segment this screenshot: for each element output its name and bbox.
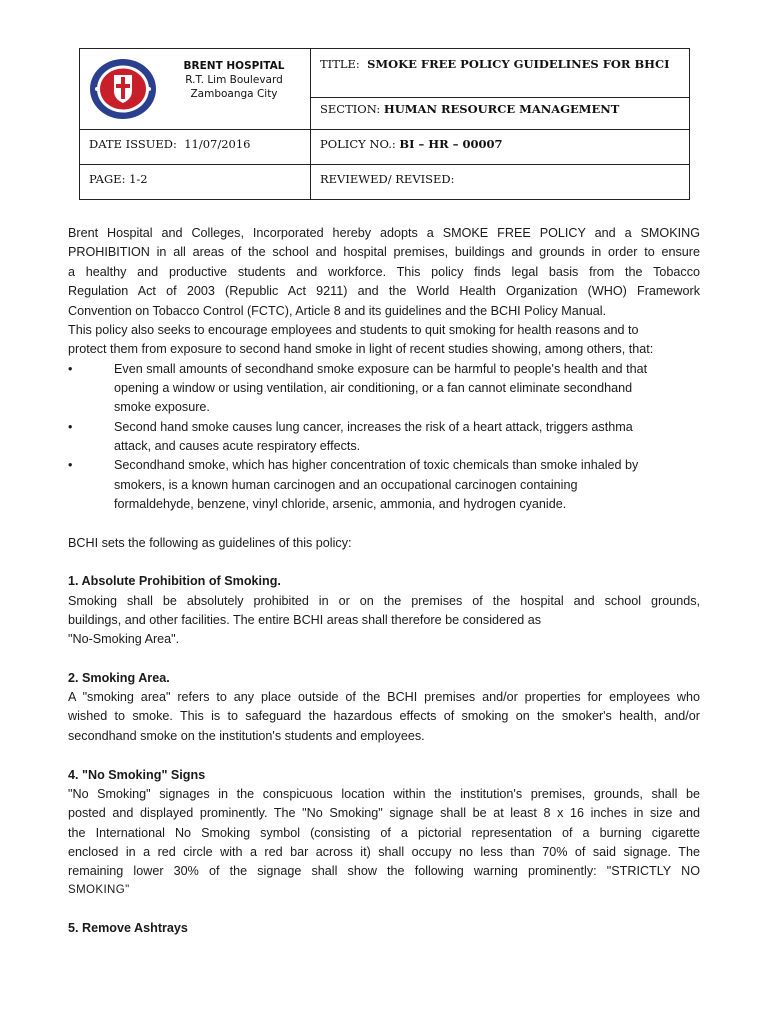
section-heading: 2. Smoking Area. [68,671,170,685]
page-cell [89,172,148,186]
bullet-line: smoke exposure. [114,400,210,414]
page-label: PAGE: [89,172,126,186]
policy-number-label: POLICY NO.: [320,137,396,151]
section-line: "No-Smoking Area". [68,632,180,646]
bullet-line: smokers, is a known human carcinogen and an occupational carcinogen containing [114,478,578,492]
policy-number-cell [320,137,502,151]
title-value: SMOKE FREE POLICY GUIDELINES FOR BHCI [367,57,670,71]
section-line: secondhand smoke on the institution's students and employees. [68,729,425,743]
table-divider [80,164,689,165]
hospital-info [164,59,304,101]
intro-line: protect them from exposure to second hand smoke in light of recent studies showing, among others, that: [68,342,654,356]
section-line: buildings, and other facilities. The entire BCHI areas shall therefore be considered as [68,613,541,627]
date-issued-value: 11/07/2016 [184,137,251,151]
section-line: Smoking shall be absolutely prohibited in or on the premises of the hospital and school grounds, [68,594,700,608]
hospital-address-line1: R.T. Lim Boulevard [185,74,283,86]
table-divider [310,97,689,98]
hospital-name: BRENT HOSPITAL [183,60,285,72]
section-heading: 5. Remove Ashtrays [68,921,188,935]
section-value: HUMAN RESOURCE MANAGEMENT [383,102,620,116]
bullet-marker: • [68,420,73,434]
section-line: wished to smoke. This is to safeguard the hazardous effects of smoking on the smoker's health, and/or [68,709,700,723]
bullet-line: attack, and causes acute respiratory effects. [114,439,361,453]
section-heading: 4. "No Smoking" Signs [68,768,206,782]
intro-line: PROHIBITION in all areas of the school and hospital premises, buildings and grounds in order to ensure [68,245,700,259]
title-cell [320,57,670,71]
policy-number-value: BI – HR – 00007 [399,137,503,151]
section-line: A "smoking area" refers to any place outside of the BCHI premises and/or properties for employees who [68,690,700,704]
reviewed-label: REVIEWED/ REVISED: [320,172,455,186]
seal-cross-h [116,84,130,88]
bullet-line: opening a window or using ventilation, air conditioning, or a fan cannot eliminate secondhand [114,381,633,395]
section-heading: 1. Absolute Prohibition of Smoking. [68,574,281,588]
hospital-seal-logo [88,57,158,121]
section-line: the International No Smoking symbol (consisting of a pictorial representation of a burning cigarette [68,826,700,840]
section-line: SMOKING" [68,884,130,896]
hospital-logo-cell [80,49,310,129]
guidelines-intro: BCHI sets the following as guidelines of this policy: [68,536,352,550]
section-label: SECTION: [320,102,381,116]
intro-line: a healthy and productive students and workforce. This policy finds legal basis from the Tobacco [68,265,700,279]
section-cell [320,102,619,116]
policy-header-table [79,48,690,200]
section-line: enclosed in a red circle with a red bar across it) shall occupy no less than 70% of said signage. The [68,845,700,859]
bullet-marker: • [68,458,73,472]
date-issued-label: DATE ISSUED: [89,137,177,151]
seal-star-right [147,87,151,91]
intro-line: This policy also seeks to encourage employees and students to quit smoking for health reasons and to [68,323,639,337]
bullet-marker: • [68,362,73,376]
table-divider [310,49,311,199]
section-line: "No Smoking" signages in the conspicuous location within the institution's premises, grounds, shall be [68,787,700,801]
table-divider [80,129,689,130]
hospital-address-line2: Zamboanga City [190,88,278,100]
bullet-line: formaldehyde, benzene, vinyl chloride, arsenic, ammonia, and hydrogen cyanide. [114,497,567,511]
bullet-line: Even small amounts of secondhand smoke exposure can be harmful to people's health and that [114,362,648,376]
intro-line: Regulation Act of 2003 (Republic Act 9211) and the World Health Organization (WHO) Framework [68,284,700,298]
seal-star-left [95,87,99,91]
section-line: posted and displayed prominently. The "No Smoking" signage shall be at least 8 x 16 inches in size and [68,806,700,820]
section-line: remaining lower 30% of the signage shall show the following warning prominently: "STRICTLY NO [68,864,700,878]
bullet-line: Second hand smoke causes lung cancer, increases the risk of a heart attack, triggers asthma [114,420,633,434]
intro-line: Convention on Tobacco Control (FCTC), Article 8 and its guidelines and the BCHI Policy Manual. [68,304,607,318]
intro-line: Brent Hospital and Colleges, Incorporated hereby adopts a SMOKE FREE POLICY and a SMOKING [68,226,700,240]
bullet-line: Secondhand smoke, which has higher concentration of toxic chemicals than smoke inhaled by [114,458,639,472]
title-label: TITLE: [320,57,360,71]
reviewed-cell [320,172,455,186]
date-issued-cell [89,137,251,151]
page-value: 1-2 [129,172,148,186]
